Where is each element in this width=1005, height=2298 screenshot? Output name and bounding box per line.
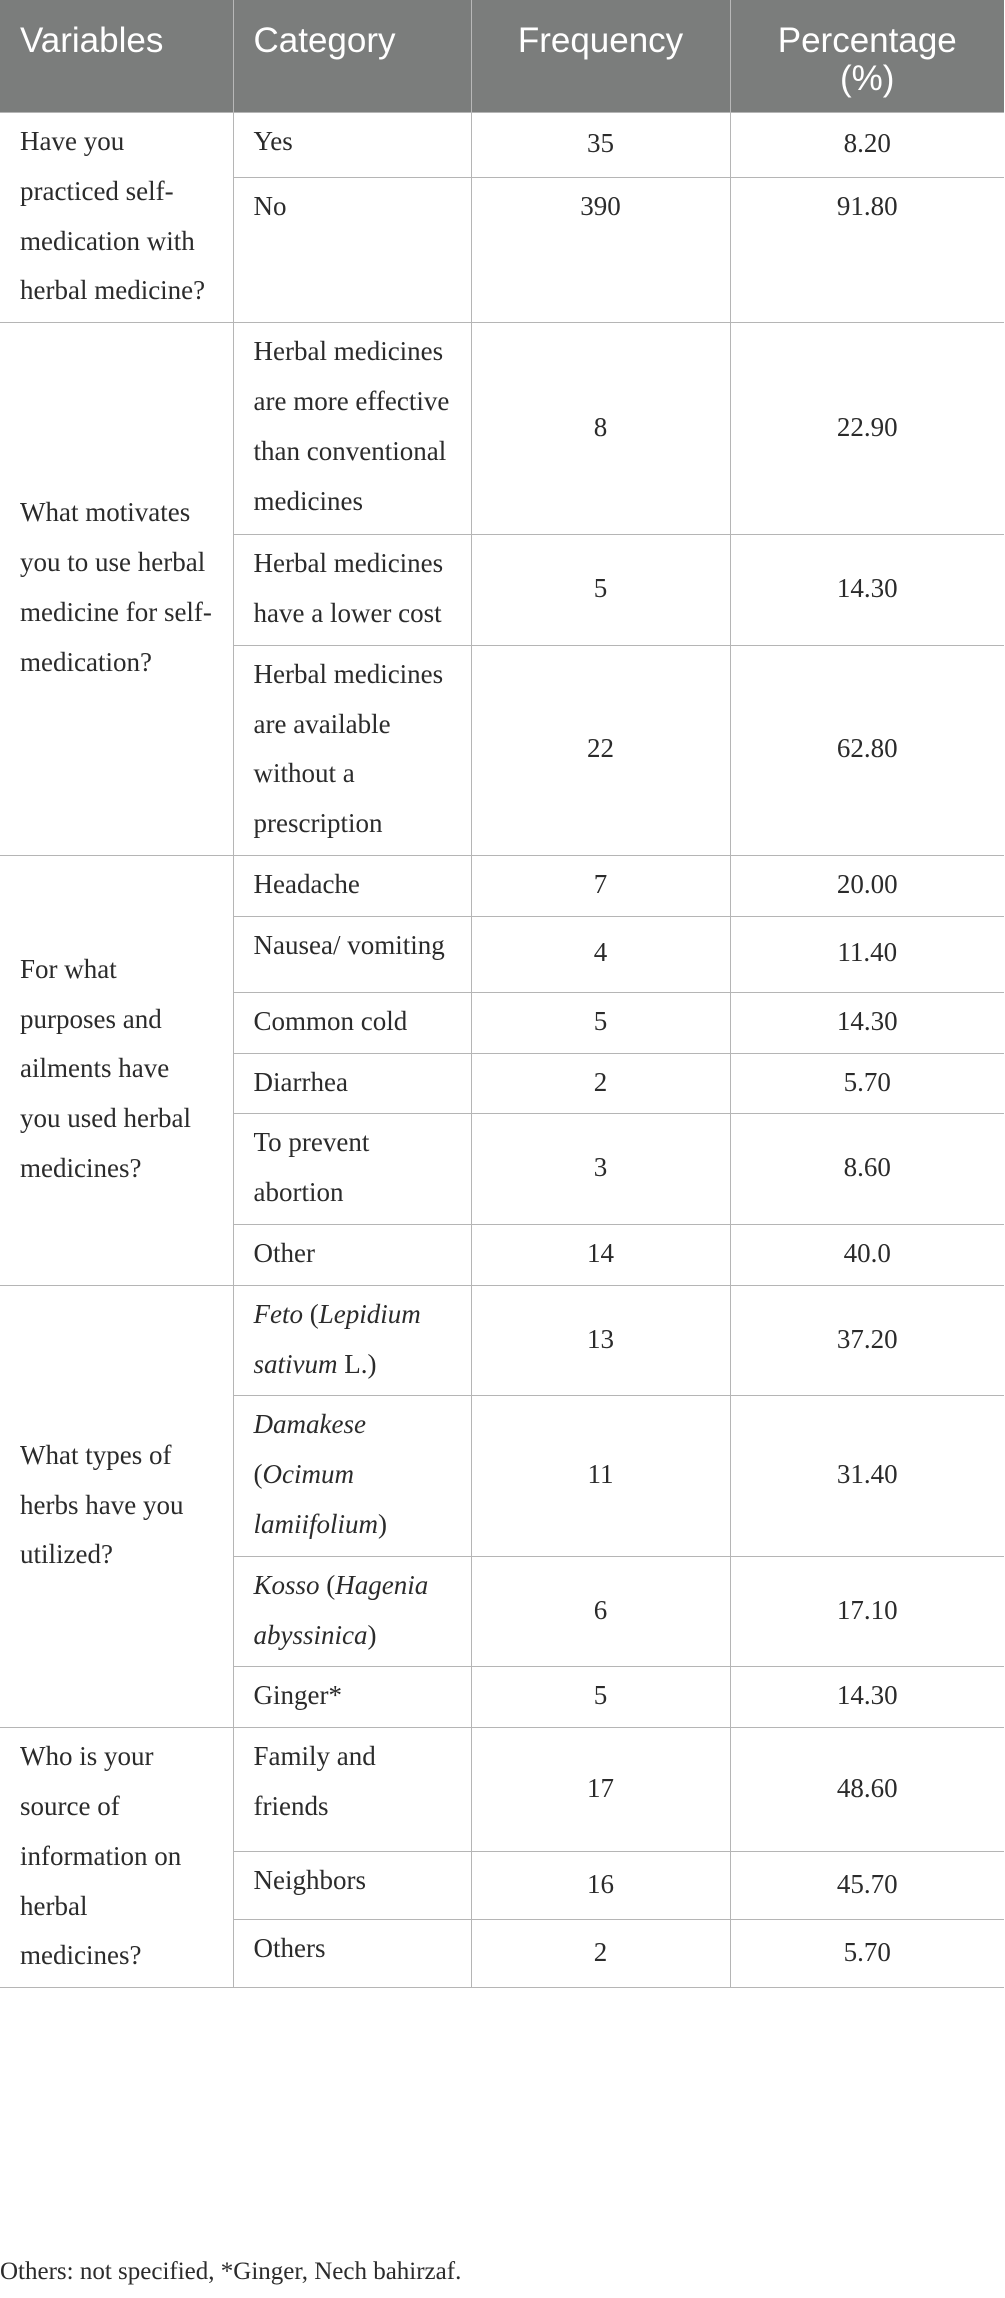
category-text-part: L.) <box>337 1348 377 1379</box>
category-cell: Others <box>233 1920 471 1988</box>
frequency-cell: 13 <box>471 1285 730 1396</box>
category-text-part: Ocimum lamiifolium <box>253 1459 379 1539</box>
percentage-cell: 48.60 <box>730 1728 1004 1852</box>
category-cell: Common cold <box>233 992 471 1053</box>
category-cell: Neighbors <box>233 1851 471 1919</box>
frequency-cell: 390 <box>471 177 730 322</box>
header-category: Category <box>233 0 471 113</box>
category-cell: Diarrhea <box>233 1053 471 1114</box>
percentage-cell: 5.70 <box>730 1920 1004 1988</box>
percentage-cell: 8.60 <box>730 1114 1004 1225</box>
category-text-part: Lepidium sativum <box>253 1298 421 1379</box>
category-text-part: ) <box>378 1508 388 1539</box>
category-cell: Herbal medicines are available without a prescription <box>233 645 471 855</box>
category-cell: Other <box>233 1224 471 1285</box>
percentage-cell: 8.20 <box>730 113 1004 178</box>
frequency-cell: 2 <box>471 1920 730 1988</box>
percentage-cell: 11.40 <box>730 916 1004 992</box>
category-cell <box>233 1285 471 1396</box>
frequency-cell: 6 <box>471 1556 730 1667</box>
header-frequency: Frequency <box>471 0 730 113</box>
percentage-cell: 91.80 <box>730 177 1004 322</box>
percentage-cell: 20.00 <box>730 855 1004 916</box>
frequency-cell: 14 <box>471 1224 730 1285</box>
frequency-cell: 7 <box>471 855 730 916</box>
table-row <box>0 113 1004 178</box>
frequency-cell: 17 <box>471 1728 730 1852</box>
percentage-cell: 17.10 <box>730 1556 1004 1667</box>
table-row <box>0 1728 1004 1852</box>
table-row <box>0 855 1004 916</box>
frequency-cell: 2 <box>471 1053 730 1114</box>
frequency-cell: 4 <box>471 916 730 992</box>
category-cell: Ginger* <box>233 1667 471 1728</box>
frequency-cell: 16 <box>471 1851 730 1919</box>
category-cell: Herbal medicines have a lower cost <box>233 535 471 646</box>
frequency-cell: 35 <box>471 113 730 178</box>
percentage-cell: 14.30 <box>730 992 1004 1053</box>
header-row <box>0 0 1004 113</box>
header-percentage: Percentage (%) <box>730 0 1004 113</box>
category-cell <box>233 1556 471 1667</box>
percentage-cell: 45.70 <box>730 1851 1004 1919</box>
percentage-cell: 14.30 <box>730 535 1004 646</box>
percentage-cell: 31.40 <box>730 1396 1004 1556</box>
frequency-cell: 5 <box>471 535 730 646</box>
percentage-cell: 62.80 <box>730 645 1004 855</box>
category-text-part: ( <box>253 1459 263 1490</box>
category-text-part: Hagenia abyssinica <box>253 1569 429 1650</box>
category-cell: Family and friends <box>233 1728 471 1852</box>
table-header <box>0 0 1004 113</box>
category-cell: Headache <box>233 855 471 916</box>
category-text-part: ( <box>302 1298 319 1329</box>
category-cell <box>233 1396 471 1556</box>
category-text-part: ( <box>319 1569 336 1600</box>
category-cell: To prevent abortion <box>233 1114 471 1225</box>
variable-cell: Who is your source of information on herbal medicines? <box>0 1728 233 1988</box>
category-cell: Nausea/ vomiting <box>233 916 471 992</box>
header-variables: Variables <box>0 0 233 113</box>
percentage-cell: 22.90 <box>730 323 1004 535</box>
frequency-cell: 11 <box>471 1396 730 1556</box>
table-row <box>0 1285 1004 1396</box>
frequency-cell: 3 <box>471 1114 730 1225</box>
frequency-cell: 22 <box>471 645 730 855</box>
variable-cell: What motivates you to use herbal medicine for self-medication? <box>0 323 233 856</box>
category-cell: Yes <box>233 113 471 178</box>
category-text-part: ) <box>367 1619 377 1650</box>
category-cell: No <box>233 177 471 322</box>
percentage-cell: 5.70 <box>730 1053 1004 1114</box>
variable-cell: Have you practiced self-medication with herbal medicine? <box>0 113 233 323</box>
percentage-cell: 37.20 <box>730 1285 1004 1396</box>
table-footnote: Others: not specified, *Ginger, Nech bahirzaf. <box>0 2258 462 2285</box>
category-text-part: Kosso <box>253 1569 320 1600</box>
frequency-cell: 5 <box>471 1667 730 1728</box>
category-text-part: Feto <box>253 1298 303 1329</box>
frequency-cell: 8 <box>471 323 730 535</box>
percentage-cell: 40.0 <box>730 1224 1004 1285</box>
frequency-cell: 5 <box>471 992 730 1053</box>
variable-cell: What types of herbs have you utilized? <box>0 1285 233 1727</box>
category-text-part: Damakese <box>253 1409 366 1440</box>
percentage-cell: 14.30 <box>730 1667 1004 1728</box>
variable-cell: For what purposes and ailments have you used herbal medicines? <box>0 855 233 1285</box>
category-cell: Herbal medicines are more effective than conventional medicines <box>233 323 471 535</box>
table-body <box>0 113 1004 1988</box>
table-row <box>0 323 1004 535</box>
